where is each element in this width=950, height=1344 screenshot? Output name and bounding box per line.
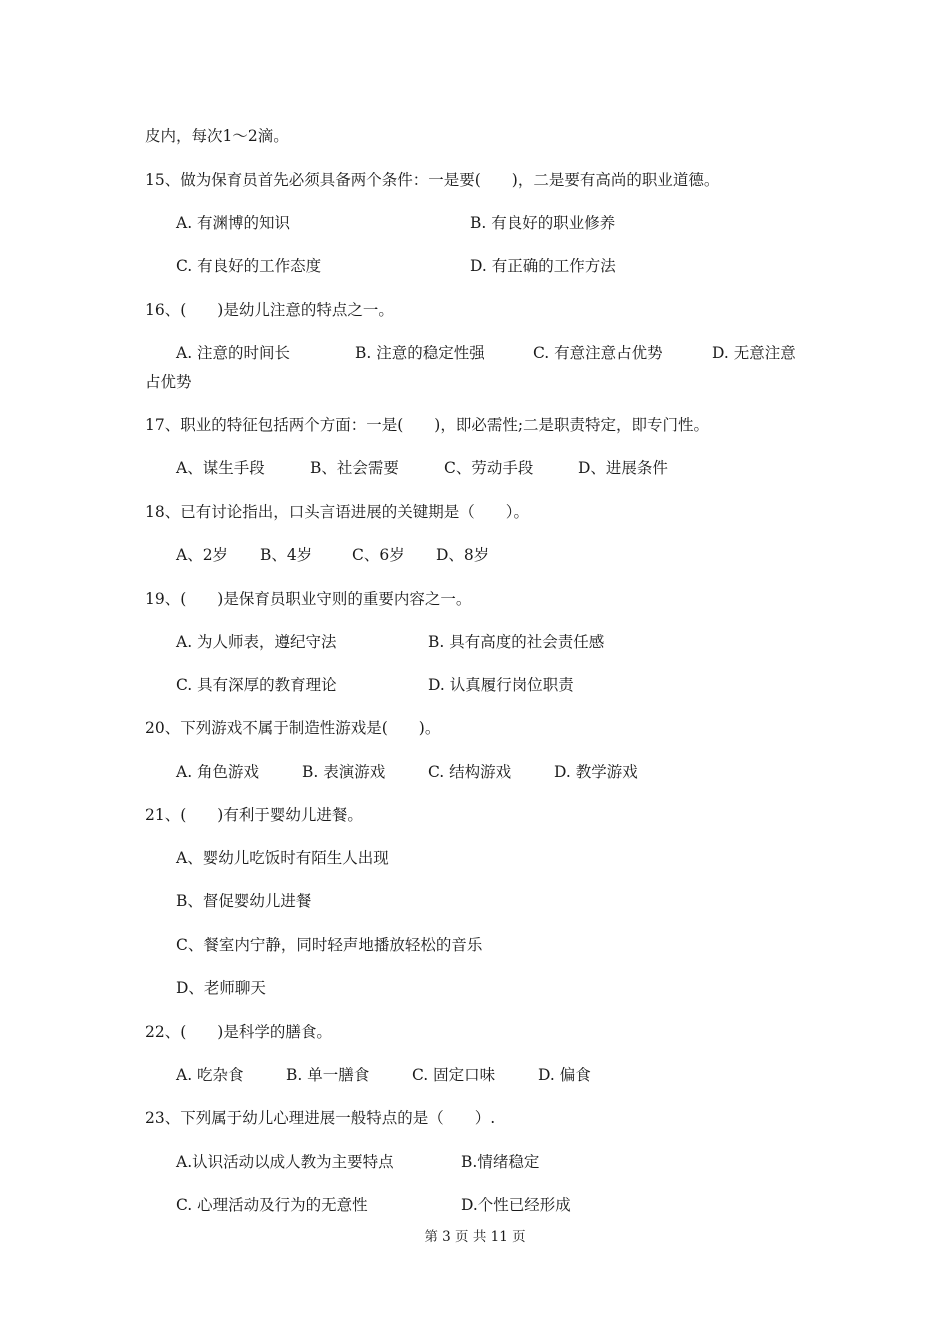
page-footer: 第 3 页 共 11 页 (424, 1229, 526, 1245)
question-15: 15、做为保育员首先必须具备两个条件：一是要( )，二是要有高尚的职业道德。 (145, 171, 720, 189)
option-17-c: C、劳动手段 (444, 459, 534, 477)
option-18-d: D、8岁 (436, 546, 490, 564)
option-17-b: B、社会需要 (310, 459, 399, 477)
option-17-a: A、谋生手段 (176, 459, 265, 477)
option-16-d-continued: 占优势 (145, 373, 192, 391)
option-22-b: B. 单一膳食 (286, 1066, 370, 1084)
option-16-d: D. 无意注意 (712, 344, 796, 362)
option-21-c: C、餐室内宁静，同时轻声地播放轻松的音乐 (176, 936, 483, 954)
option-18-a: A、2岁 (176, 546, 229, 564)
option-18-c: C、6岁 (352, 546, 405, 564)
question-19: 19、( )是保育员职业守则的重要内容之一。 (145, 590, 472, 608)
option-21-a: A、婴幼儿吃饭时有陌生人出现 (176, 849, 389, 867)
option-21-d: D、老师聊天 (176, 979, 266, 997)
option-19-a: A. 为人师表，遵纪守法 (176, 633, 337, 651)
option-17-d: D、进展条件 (578, 459, 668, 477)
option-20-d: D. 教学游戏 (554, 763, 638, 781)
option-21-b: B、督促婴幼儿进餐 (176, 892, 312, 910)
option-16-a: A. 注意的时间长 (176, 344, 291, 362)
option-23-d: D.个性已经形成 (461, 1196, 571, 1214)
question-20: 20、下列游戏不属于制造性游戏是( )。 (145, 719, 441, 737)
question-16: 16、( )是幼儿注意的特点之一。 (145, 301, 394, 319)
question-22: 22、( )是科学的膳食。 (145, 1023, 332, 1041)
option-23-c: C. 心理活动及行为的无意性 (176, 1196, 368, 1214)
question-17: 17、职业的特征包括两个方面：一是( )，即必需性;二是职责特定，即专门性。 (145, 416, 710, 434)
option-15-c: C. 有良好的工作态度 (176, 257, 322, 275)
option-16-c: C. 有意注意占优势 (533, 344, 663, 362)
option-20-c: C. 结构游戏 (428, 763, 512, 781)
option-22-c: C. 固定口味 (412, 1066, 496, 1084)
option-22-a: A. 吃杂食 (176, 1066, 244, 1084)
option-19-d: D. 认真履行岗位职责 (428, 676, 574, 694)
option-19-b: B. 具有高度的社会责任感 (428, 633, 605, 651)
question-23: 23、下列属于幼儿心理进展一般特点的是（ ）. (145, 1109, 496, 1127)
option-15-a: A. 有渊博的知识 (176, 214, 291, 232)
option-20-b: B. 表演游戏 (302, 763, 386, 781)
option-19-c: C. 具有深厚的教育理论 (176, 676, 337, 694)
option-15-d: D. 有正确的工作方法 (470, 257, 616, 275)
option-20-a: A. 角色游戏 (176, 763, 260, 781)
question-21: 21、( )有利于婴幼儿进餐。 (145, 806, 363, 824)
option-15-b: B. 有良好的职业修养 (470, 214, 616, 232)
option-18-b: B、4岁 (260, 546, 313, 564)
option-23-a: A.认识活动以成人教为主要特点 (176, 1153, 394, 1171)
question-18: 18、已有讨论指出，口头言语进展的关键期是（ ）。 (145, 503, 529, 521)
text-line: 皮内，每次1～2滴。 (145, 127, 289, 145)
option-16-b: B. 注意的稳定性强 (355, 344, 485, 362)
option-22-d: D. 偏食 (538, 1066, 591, 1084)
option-23-b: B.情绪稳定 (461, 1153, 540, 1171)
